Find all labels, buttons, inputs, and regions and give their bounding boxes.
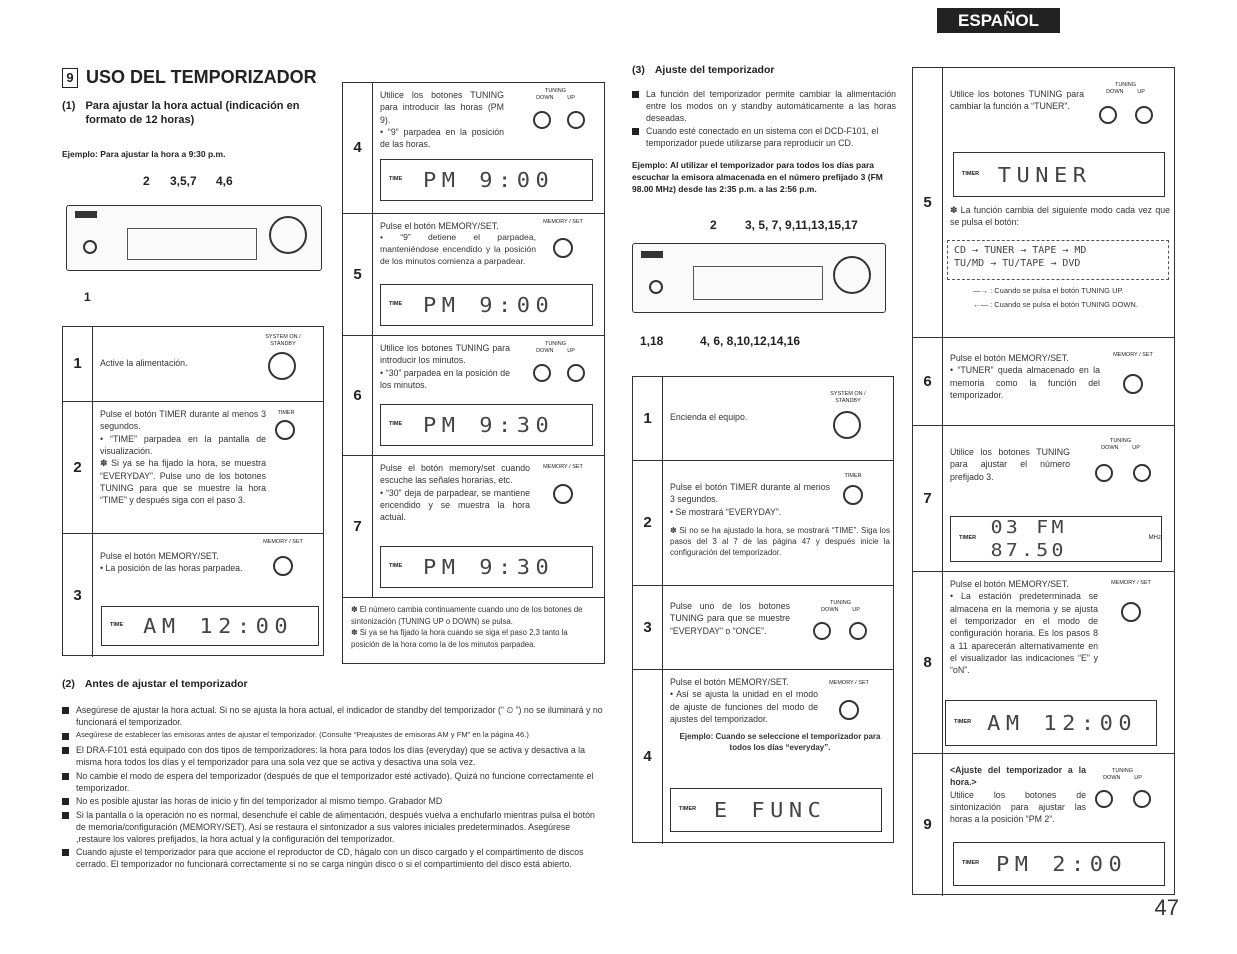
subsection-2-title bbox=[62, 678, 248, 692]
step-text bbox=[950, 578, 1098, 677]
label-1-18: 1,18 bbox=[640, 334, 664, 348]
note-line: ✽ El número cambia continuamente cuando uno de los botones de sintonización (TUNING UP o DOWN) se pulsa. bbox=[351, 605, 583, 626]
step-bullet: ✽ Si no se ha ajustado la hora, se mostrará “TIME”. Siga los pasos del 3 al 7 de las página 47 y después inicie la configuración del temporizador. bbox=[670, 525, 890, 557]
legend-down: ←— : Cuando se pulsa el botón TUNING DOWN. bbox=[973, 300, 1138, 309]
label-2b: 2 bbox=[710, 218, 717, 232]
notes-block bbox=[343, 598, 604, 665]
display-value: PM 9:00 bbox=[423, 293, 555, 317]
receiver-illustration-2 bbox=[632, 243, 886, 313]
example-3: Ejemplo: Al utilizar el temporizador para todos los días para escuchar la emisora almacenada en el número prefijado 3 (FM 98.00 MHz) desde las 2:35 p.m. a las 2:56 p.m. bbox=[632, 160, 883, 194]
note-line: ✽ Si ya se ha fijado la hora cuando se siga el paso 2,3 tanto la posición de la hora como la de los minutos parpadea. bbox=[351, 628, 568, 650]
tuning-up-icon bbox=[567, 364, 585, 382]
steps-table-1b bbox=[342, 82, 605, 664]
step-note: ✽ La función cambia del siguiente modo cada vez que se pulsa el botón: bbox=[950, 205, 1170, 228]
display-value: PM 9:00 bbox=[423, 168, 555, 192]
up-label: UP bbox=[1137, 88, 1145, 95]
label-seq-even: 4, 6, 8,10,12,14,16 bbox=[700, 334, 801, 348]
down-label: DOWN bbox=[536, 347, 554, 354]
label-seq-odd: 3, 5, 7, 9,11,13,15,17 bbox=[745, 218, 858, 232]
display-value: E FUNC bbox=[713, 798, 827, 822]
step-number: 2 bbox=[633, 461, 663, 585]
tuning-label bbox=[518, 88, 593, 101]
step-number: 4 bbox=[343, 83, 373, 213]
step-number: 3 bbox=[63, 534, 93, 657]
hand-press-icon bbox=[275, 420, 295, 440]
step-number: 6 bbox=[913, 338, 943, 425]
tuning-label bbox=[803, 600, 878, 613]
up-label: UP bbox=[852, 606, 860, 613]
section-title bbox=[62, 66, 317, 89]
step-bullet: • “30” parpadea en la posición de los minutos. bbox=[380, 367, 510, 390]
step-bullet: • “TIME” parpadea en la pantalla de visualización. bbox=[100, 433, 266, 456]
step-row-5 bbox=[913, 68, 1174, 338]
list-item: No cambie el modo de espera del temporizador (después de que el temporizador esté activado). Quizá no funcione correctamente el temporizador. bbox=[62, 770, 605, 794]
display-value: PM 9:30 bbox=[423, 555, 555, 579]
step-bullet: • Así se ajusta la unidad en el modo de ajuste de funciones del modo de ajustes del temporizador. bbox=[670, 689, 818, 724]
display-value: PM 2:00 bbox=[996, 852, 1128, 876]
step-text bbox=[380, 342, 510, 391]
section-title-text: USO DEL TEMPORIZADOR bbox=[86, 67, 317, 87]
hand-press-icon bbox=[273, 556, 293, 576]
display-panel bbox=[101, 606, 319, 646]
list-item: No es posible ajustar las horas de inicio y fin del temporizador al mismo tiempo. Grabador MD bbox=[62, 795, 605, 807]
tuning-down-icon bbox=[813, 622, 831, 640]
display-value: AM 12:00 bbox=[143, 614, 294, 638]
list-item: Asegúrese de ajustar la hora actual. Si no se ajusta la hora actual, el indicador de standby del temporizador (“ ⏲ ”) no se iluminará y no funcionará el temporizador. bbox=[62, 704, 605, 728]
step-number: 6 bbox=[343, 336, 373, 455]
step-number: 4 bbox=[633, 670, 663, 844]
up-label: UP bbox=[1132, 444, 1140, 451]
example-1: Ejemplo: Para ajustar la hora a 9:30 p.m. bbox=[62, 149, 226, 159]
step-number: 5 bbox=[343, 214, 373, 335]
subsection-3-title bbox=[632, 64, 774, 78]
display-label: TIME bbox=[389, 421, 403, 428]
step-main: <Ajuste del temporizador a la hora.> bbox=[950, 765, 1086, 788]
step-row-6 bbox=[343, 336, 604, 456]
button-label: MEMORY / SET bbox=[1113, 352, 1153, 358]
label-2: 2 bbox=[143, 174, 150, 188]
subsection-3-text: Ajuste del temporizador bbox=[654, 64, 775, 76]
tuning-text: TUNING bbox=[544, 341, 567, 347]
display-unit: MHz bbox=[1148, 535, 1161, 542]
step-bullet: • Se mostrará “EVERYDAY”. bbox=[670, 506, 782, 517]
button-label: MEMORY / SET bbox=[263, 539, 303, 545]
tuning-text: TUNING bbox=[1111, 768, 1134, 774]
step-text: Encienda el equipo. bbox=[670, 412, 748, 422]
step-bullet: ✽ Si ya se ha fijado la hora, se muestra “EVERYDAY”. Pulse uno de los botones TUNING para que se muestre la hora “TIME” y después siga con el paso 3. bbox=[100, 458, 266, 506]
step-row-7 bbox=[913, 426, 1174, 572]
steps-table-1a bbox=[62, 326, 324, 656]
step-number: 5 bbox=[913, 68, 943, 337]
display-label: TIMER bbox=[962, 170, 980, 177]
display-value: 03 FM 87.50 bbox=[990, 516, 1067, 561]
label-46: 4,6 bbox=[216, 174, 233, 188]
hand-press-icon bbox=[843, 485, 863, 505]
up-label: UP bbox=[1134, 774, 1142, 781]
step-bullet: • La posición de las horas parpadea. bbox=[100, 563, 243, 574]
step-text bbox=[380, 462, 530, 524]
cycle-row-2: TU/MD → TU/TAPE → DVD bbox=[954, 258, 1081, 269]
step-text: Active la alimentación. bbox=[100, 358, 188, 368]
display-label: TIMER bbox=[959, 535, 977, 542]
step-main: Pulse el botón TIMER durante al menos 3 segundos. bbox=[100, 409, 266, 432]
step-text bbox=[380, 220, 536, 267]
step-bullet: • “9” detiene el parpadea, manteniéndose encendido y la posición de los minutos comienza a parpadear. bbox=[380, 232, 536, 266]
button-label: TIMER bbox=[844, 473, 862, 479]
step-row-6 bbox=[913, 338, 1174, 426]
tuning-down-icon bbox=[1095, 464, 1113, 482]
hand-press-icon bbox=[839, 700, 859, 720]
tuning-label bbox=[1083, 438, 1158, 451]
step-sub: Utilice los botones de sintonización para ajustar las horas a la posición “PM 2”. bbox=[950, 789, 1086, 825]
display-label: TIME bbox=[389, 176, 403, 183]
list-item: El DRA-F101 está equipado con dos tipos de temporizadores: la hora para todos los días (everyday) que se activa y desactiva a la misma hora todos los días y el temporizador para una sola vez que se activa y desactiva una sola vez. bbox=[62, 744, 605, 768]
step-text bbox=[380, 89, 504, 151]
step-text bbox=[100, 408, 266, 507]
step-text bbox=[950, 352, 1100, 401]
tuning-down-icon bbox=[533, 111, 551, 129]
tuning-text: TUNING bbox=[1109, 438, 1132, 444]
display-panel bbox=[670, 788, 882, 832]
subsection-1-text: Para ajustar la hora actual (indicación en formato de 12 horas) bbox=[85, 100, 300, 127]
step-main: Pulse el botón memory/set cuando escuche las señales horarias, etc. bbox=[380, 463, 530, 486]
display-value: PM 9:30 bbox=[423, 413, 555, 437]
step-row-2 bbox=[63, 402, 323, 534]
step-row-4 bbox=[633, 670, 893, 844]
step-row-9 bbox=[913, 754, 1174, 896]
up-label: UP bbox=[567, 347, 575, 354]
power-button-icon bbox=[268, 352, 296, 380]
legend-up: —→ : Cuando se pulsa el botón TUNING UP. bbox=[973, 286, 1124, 295]
display-value: AM 12:00 bbox=[987, 711, 1138, 735]
step-text: Utilice los botones TUNING para cambiar la función a “TUNER”. bbox=[950, 89, 1084, 112]
step-number: 2 bbox=[63, 402, 93, 533]
function-cycle-diagram bbox=[947, 240, 1169, 280]
display-panel bbox=[380, 404, 593, 446]
power-button-icon bbox=[833, 411, 861, 439]
step-number: 7 bbox=[913, 426, 943, 571]
step-row-3 bbox=[633, 586, 893, 670]
display-label: TIME bbox=[110, 622, 124, 629]
subsection-1-title bbox=[62, 99, 332, 128]
tuning-text: TUNING bbox=[829, 600, 852, 606]
step-main: Utilice los botones TUNING para introducir las horas (PM 9). bbox=[380, 90, 504, 125]
display-panel bbox=[380, 284, 593, 326]
label-1: 1 bbox=[84, 290, 91, 304]
tuning-up-icon bbox=[1135, 106, 1153, 124]
step-main: Pulse el botón MEMORY/SET. bbox=[950, 353, 1069, 363]
tuning-label bbox=[1085, 768, 1160, 781]
step-row-7 bbox=[343, 456, 604, 598]
step-row-1 bbox=[633, 377, 893, 461]
receiver-illustration-1 bbox=[66, 205, 322, 271]
step-bullet: • “9” parpadea en la posición de las horas. bbox=[380, 126, 504, 150]
step-number: 7 bbox=[343, 456, 373, 597]
button-label: MEMORY / SET bbox=[1111, 580, 1151, 586]
step-main: Pulse el botón MEMORY/SET. bbox=[100, 551, 219, 561]
up-label: UP bbox=[567, 94, 575, 101]
down-label: DOWN bbox=[536, 94, 554, 101]
down-label: DOWN bbox=[821, 606, 839, 613]
step-main: Pulse el botón MEMORY/SET. bbox=[380, 221, 499, 231]
step-text: Pulse uno de los botones TUNING para que se muestre “EVERYDAY” o “ONCE”. bbox=[670, 601, 790, 636]
page-number: 47 bbox=[1154, 895, 1179, 920]
subsection-2-text: Antes de ajustar el temporizador bbox=[84, 678, 248, 690]
display-label: TIMER bbox=[679, 806, 697, 813]
tuning-text: TUNING bbox=[1114, 82, 1137, 88]
steps-table-3a bbox=[632, 376, 894, 843]
step-number: 8 bbox=[913, 572, 943, 753]
step-number: 3 bbox=[633, 586, 663, 669]
list-item: Si la pantalla o la operación no es normal, desenchufe el cable de alimentación, después vuelva a enchufarlo mientras pulsa el botón de memoria/configuración (MEMORY/SET). Así se restaura el sintonizador a sus valores iniciales predeterminados. Asegúrese ,restaure los valores prefijados, la hora actual y la configuración del temporizador. bbox=[62, 809, 605, 845]
display-panel bbox=[953, 152, 1165, 197]
legend-down-text: : Cuando se pulsa el botón TUNING DOWN. bbox=[990, 300, 1138, 309]
step-text bbox=[100, 550, 270, 575]
step-row-8 bbox=[913, 572, 1174, 754]
down-label: DOWN bbox=[1103, 774, 1121, 781]
step-text: Utilice los botones TUNING para ajustar el número prefijado 3. bbox=[950, 447, 1070, 482]
legend-up-text: : Cuando se pulsa el botón TUNING UP. bbox=[990, 286, 1124, 295]
step-example: Ejemplo: Cuando se seleccione el temporizador para todos los días “everyday”. bbox=[679, 732, 881, 753]
step-row-5 bbox=[343, 214, 604, 336]
step-main: Utilice los botones TUNING para introducir los minutos. bbox=[380, 343, 510, 366]
hand-press-icon bbox=[1123, 374, 1143, 394]
button-label: SYSTEM ON / STANDBY bbox=[830, 391, 866, 404]
list-item: Cuando ajuste el temporizador para que accione el reproductor de CD, hágalo con un disco cargado y el compartimento de discos cerrado. El temporizador no funcionará correctamente si no se carga ningún disco o si el compartimiento del disco está abierto. bbox=[62, 846, 605, 870]
display-label: TIMER bbox=[962, 860, 980, 867]
button-label: TIMER bbox=[277, 410, 295, 416]
tuning-text: TUNING bbox=[544, 88, 567, 94]
step-bullet: • “TUNER” queda almacenado en la memoria como la función del temporizador. bbox=[950, 365, 1100, 400]
display-panel bbox=[945, 700, 1157, 746]
tuning-up-icon bbox=[567, 111, 585, 129]
down-label: DOWN bbox=[1106, 88, 1124, 95]
tuning-up-icon bbox=[1133, 790, 1151, 808]
section-number: 9 bbox=[62, 68, 78, 88]
display-panel bbox=[380, 546, 593, 588]
step-main: Pulse el botón TIMER durante al menos 3 segundos. bbox=[670, 482, 830, 505]
language-tab: ESPAÑOL bbox=[937, 8, 1060, 33]
button-label: MEMORY / SET bbox=[543, 464, 583, 470]
tuning-up-icon bbox=[1133, 464, 1151, 482]
step-number: 1 bbox=[63, 327, 93, 401]
label-357: 3,5,7 bbox=[170, 174, 197, 188]
tuning-label bbox=[1088, 82, 1163, 95]
list-item: Asegúrese de establecer las emisoras antes de ajustar el temporizador. (Consulte “Preajustes de emisoras AM y FM” en la página 46.) bbox=[62, 730, 605, 740]
step-main: Pulse el botón MEMORY/SET. bbox=[670, 677, 789, 687]
display-panel bbox=[380, 159, 593, 201]
tuning-down-icon bbox=[1095, 790, 1113, 808]
cycle-row-1: CD → TUNER → TAPE → MD bbox=[954, 245, 1087, 256]
display-label: TIME bbox=[389, 301, 403, 308]
button-label: MEMORY / SET bbox=[543, 219, 583, 225]
hand-press-icon bbox=[553, 484, 573, 504]
step-bullet: • “30” deja de parpadear, se mantiene encendido y se muestra la hora actual. bbox=[380, 487, 530, 523]
step-number: 1 bbox=[633, 377, 663, 460]
hand-press-icon bbox=[1121, 602, 1141, 622]
subsection-2-num: (2) bbox=[62, 678, 75, 690]
step-text bbox=[950, 764, 1086, 826]
display-panel bbox=[953, 842, 1165, 886]
display-label: TIMER bbox=[954, 719, 972, 726]
down-label: DOWN bbox=[1101, 444, 1119, 451]
display-panel bbox=[950, 516, 1162, 562]
display-label: TIME bbox=[389, 563, 403, 570]
step-main: Pulse el botón MEMORY/SET. bbox=[950, 579, 1069, 589]
steps-table-3b bbox=[912, 67, 1175, 895]
list-item: La función del temporizador permite cambiar la alimentación entre los modos on y standby automáticamente a las horas deseadas. bbox=[632, 88, 896, 124]
step-row-4 bbox=[343, 83, 604, 214]
subsection-3-num: (3) bbox=[632, 64, 645, 76]
button-label: MEMORY / SET bbox=[829, 680, 869, 686]
hand-press-icon bbox=[553, 238, 573, 258]
tuning-down-icon bbox=[533, 364, 551, 382]
tuning-label bbox=[518, 341, 593, 354]
step-number: 9 bbox=[913, 754, 943, 896]
step-row-1 bbox=[63, 327, 323, 402]
step-row-3 bbox=[63, 534, 323, 657]
step-row-2 bbox=[633, 461, 893, 586]
button-label: SYSTEM ON / STANDBY bbox=[265, 334, 301, 347]
list-item: Cuando esté conectado en un sistema con el DCD-F101, el temporizador puede utilizarse para reproducir un CD. bbox=[632, 125, 896, 149]
subsection-1-num: (1) bbox=[62, 100, 76, 112]
display-value: TUNER bbox=[997, 162, 1092, 187]
tuning-down-icon bbox=[1099, 106, 1117, 124]
step-bullet: • La estación predeterminada se almacena en la memoria y se ajusta el temporizador en el modo de configuración horaria. Es los pasos 8 a 11 aparecerán alternativamente en el visualizador las indicaciones “E” y “oN”. bbox=[950, 591, 1098, 676]
tuning-up-icon bbox=[849, 622, 867, 640]
